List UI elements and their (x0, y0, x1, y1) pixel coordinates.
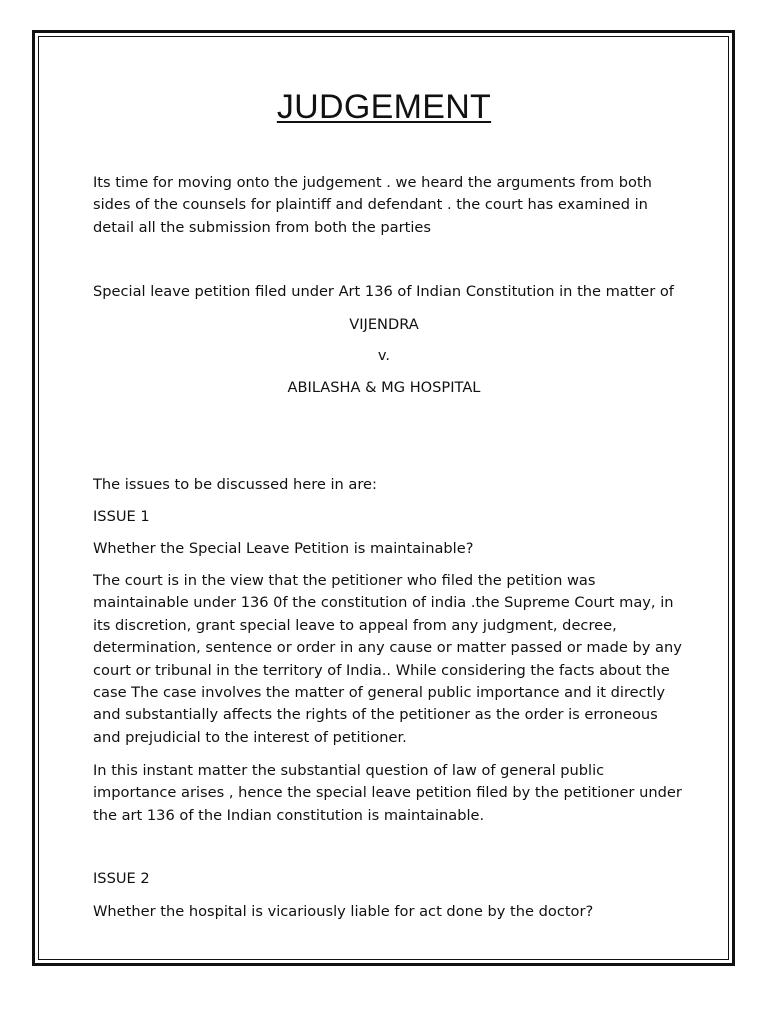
issue2-heading: ISSUE 2 (93, 870, 150, 887)
issues-intro: The issues to be discussed here in are: (93, 476, 377, 493)
page-title: JUDGEMENT (276, 88, 492, 126)
issue1-paragraph2: In this instant matter the substantial question of law of general public importance arises , hence the special leave petition filed by the petitioner under the art 136 of the Indian constitution is maintainable. (93, 762, 682, 824)
issue1-heading: ISSUE 1 (93, 508, 150, 525)
issue1-paragraph1: The court is in the view that the petitioner who filed the petition was maintainable under 136 0f the constitution of india .the Supreme Court may, in its discretion, grant special leave to appeal from any judgment, decree, determination, sentence or order in any cause or matter passed or made by any court or tribunal in the territory of India.. While considering the facts about the case The case involves the matter of general public importance and it directly and substantially affects the rights of the petitioner as the order is erroneous and prejudicial to the interest of petitioner. (93, 572, 682, 746)
party-respondent: ABILASHA & MG HOSPITAL (287, 379, 481, 396)
party-petitioner: VIJENDRA (349, 316, 419, 333)
issue2-question: Whether the hospital is vicariously liable for act done by the doctor? (93, 903, 594, 920)
versus-text: v. (377, 347, 391, 364)
petition-line: Special leave petition filed under Art 136 of Indian Constitution in the matter of (93, 283, 674, 300)
issue1-question: Whether the Special Leave Petition is maintainable? (93, 540, 474, 557)
intro-paragraph: Its time for moving onto the judgement . we heard the arguments from both sides of the counsels for plaintiff and defendant . the court has examined in detail all the submission from both the parties (93, 174, 652, 236)
